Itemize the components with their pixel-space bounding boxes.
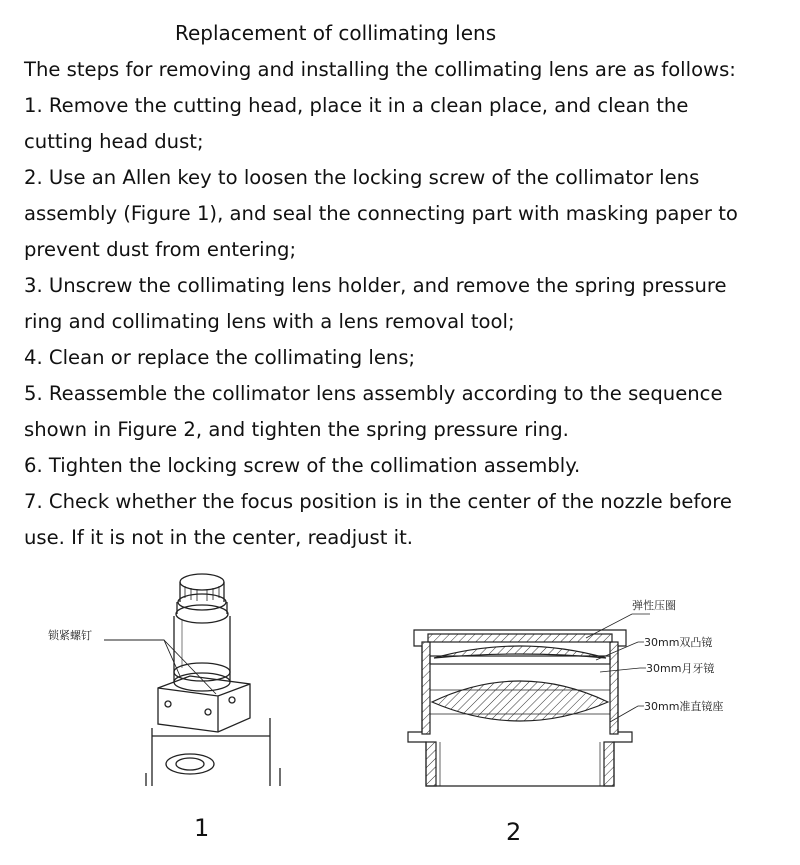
figure-1-callout-label: 锁紧螺钉 xyxy=(48,629,92,642)
figure-2-label-spring-ring: 弹性压圈 xyxy=(632,599,676,612)
intro-line: The steps for removing and installing the collimating lens are as follows: xyxy=(24,58,736,81)
step-2-line-2: assembly (Figure 1), and seal the connecting part with masking paper to xyxy=(24,202,738,225)
step-5-line-2: shown in Figure 2, and tighten the spring pressure ring. xyxy=(24,418,569,441)
step-2-line-3: prevent dust from entering; xyxy=(24,238,297,261)
step-3-line-1: 3. Unscrew the collimating lens holder, and remove the spring pressure xyxy=(24,274,727,297)
step-6-line: 6. Tighten the locking screw of the collimation assembly. xyxy=(24,454,581,477)
step-5-line-1: 5. Reassemble the collimator lens assembly according to the sequence xyxy=(24,382,723,405)
step-1-line-2: cutting head dust; xyxy=(24,130,204,153)
figure-1-number: 1 xyxy=(194,814,210,842)
figure-2-label-biconvex-lens: 30mm双凸镜 xyxy=(644,636,713,649)
figure-2-number: 2 xyxy=(506,818,522,846)
step-3-line-2: ring and collimating lens with a lens removal tool; xyxy=(24,310,515,333)
step-4-line: 4. Clean or replace the collimating lens; xyxy=(24,346,416,369)
figure-2-lens-cross-section xyxy=(400,590,740,800)
figure-1-collimator-assembly xyxy=(40,568,300,793)
step-7-line-2: use. If it is not in the center, readjust it. xyxy=(24,526,414,549)
step-2-line-1: 2. Use an Allen key to loosen the locking screw of the collimator lens xyxy=(24,166,700,189)
figure-2-label-lens-holder: 30mm准直镜座 xyxy=(644,700,724,713)
step-7-line-1: 7. Check whether the focus position is in the center of the nozzle before xyxy=(24,490,732,513)
document-title: Replacement of collimating lens xyxy=(175,21,497,45)
figure-2-label-meniscus-lens: 30mm月牙镜 xyxy=(646,662,715,675)
step-1-line-1: 1. Remove the cutting head, place it in a clean place, and clean the xyxy=(24,94,689,117)
